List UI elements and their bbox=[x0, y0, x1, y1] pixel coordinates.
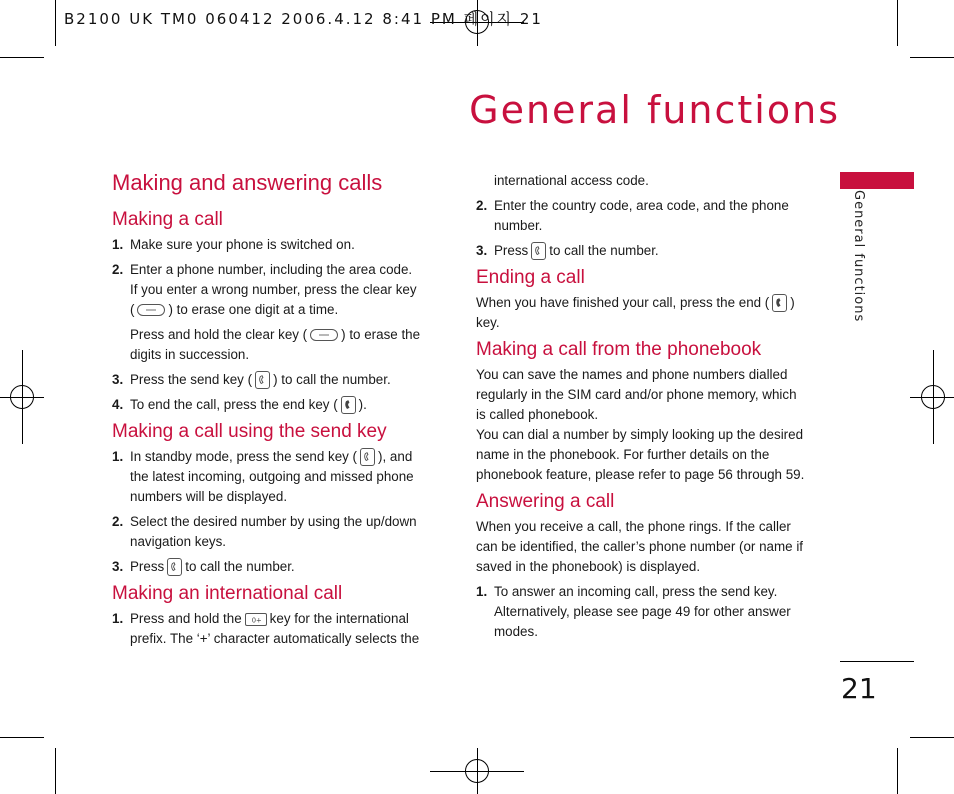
page-number: 21 bbox=[841, 672, 877, 705]
send-key-icon bbox=[360, 448, 375, 466]
clear-key-icon bbox=[137, 304, 165, 316]
side-label bbox=[818, 190, 878, 323]
left-column bbox=[112, 168, 430, 654]
crop-mark bbox=[0, 57, 44, 58]
svg-text:0+: 0+ bbox=[251, 616, 262, 625]
step-item bbox=[112, 447, 430, 507]
heading-international-call: Making an international call bbox=[112, 583, 343, 604]
step-text: To end the call, press the end key ( bbox=[130, 397, 338, 412]
crop-mark bbox=[910, 737, 954, 738]
step-number: 1. bbox=[112, 611, 124, 626]
send-key-icon bbox=[531, 242, 546, 260]
step-text: Make sure your phone is switched on. bbox=[130, 237, 355, 252]
crop-mark bbox=[0, 737, 44, 738]
step-item bbox=[112, 395, 430, 415]
step-text: Select the desired number by using the up/down navigation keys. bbox=[130, 514, 417, 549]
step-text: key for the international prefix. The ‘+’ character automatically selects the bbox=[130, 611, 420, 646]
step-text: In standby mode, press the send key ( bbox=[130, 449, 358, 464]
step-number: 3. bbox=[112, 372, 124, 387]
step-number: 1. bbox=[476, 584, 488, 599]
crop-mark bbox=[897, 0, 898, 46]
step-text: Press and hold the bbox=[130, 611, 242, 626]
step-text: ) to call the number. bbox=[273, 372, 391, 387]
step-text: ). bbox=[358, 397, 367, 412]
heading-ending-call: Ending a call bbox=[476, 267, 585, 288]
paragraph: You can save the names and phone numbers dialled regularly in the SIM card and/or phone memory, which is called phonebook. bbox=[476, 367, 797, 422]
zero-key-icon bbox=[245, 613, 267, 626]
step-text: ) to erase one digit at a time. bbox=[168, 302, 339, 317]
paragraph: You can dial a number by simply looking up the desired name in the phonebook. For further details on the phonebook feature, please refer to page 56 through 59. bbox=[476, 427, 805, 482]
page-number-rule bbox=[840, 661, 914, 662]
step-item bbox=[112, 609, 430, 649]
step-text: Enter a phone number, including the area code. bbox=[130, 262, 413, 277]
step-text: Enter the country code, area code, and the phone number. bbox=[494, 198, 789, 233]
paragraph-text: When you have finished your call, press the end ( bbox=[476, 295, 770, 310]
step-item bbox=[112, 235, 430, 255]
step-text: Press the send key ( bbox=[130, 372, 253, 387]
paragraph bbox=[476, 293, 806, 333]
step-text: ( bbox=[130, 302, 135, 317]
step-text: To answer an incoming call, press the send key. Alternatively, please see page 49 for other answer modes. bbox=[494, 584, 791, 639]
page-title: General functions bbox=[469, 88, 840, 132]
crop-mark bbox=[910, 57, 954, 58]
step-text: ), and the latest incoming, outgoing and missed phone numbers will be displayed. bbox=[130, 449, 414, 504]
continued-text: international access code. bbox=[494, 173, 649, 188]
paragraph-text: ) key. bbox=[476, 295, 795, 330]
step-number: 1. bbox=[112, 449, 124, 464]
step-text: If you enter a wrong number, press the clear key bbox=[130, 282, 417, 297]
heading-making-a-call: Making a call bbox=[112, 209, 223, 230]
heading-answering-call: Answering a call bbox=[476, 491, 615, 512]
crop-mark bbox=[55, 748, 56, 794]
step-item bbox=[476, 196, 806, 236]
end-key-icon bbox=[341, 396, 356, 414]
right-column bbox=[476, 171, 806, 647]
step-number: 2. bbox=[112, 514, 124, 529]
step-item bbox=[112, 557, 430, 577]
step-number: 3. bbox=[476, 243, 488, 258]
step-number: 2. bbox=[112, 262, 124, 277]
step-text: Press bbox=[130, 559, 165, 574]
step-number: 1. bbox=[112, 237, 124, 252]
heading-phonebook-call: Making a call from the phonebook bbox=[476, 339, 762, 360]
end-key-icon bbox=[772, 294, 787, 312]
step-number: 2. bbox=[476, 198, 488, 213]
paragraph: When you receive a call, the phone rings. If the caller can be identified, the caller’s phone number (or name if saved in the phonebook) is displayed. bbox=[476, 519, 804, 574]
step-text: Press bbox=[494, 243, 529, 258]
send-key-icon bbox=[255, 371, 270, 389]
crop-mark bbox=[897, 748, 898, 794]
side-label-text: General functions bbox=[851, 190, 866, 323]
clear-key-icon bbox=[310, 329, 338, 341]
step-text: to call the number. bbox=[185, 559, 295, 574]
step-number: 3. bbox=[112, 559, 124, 574]
step-text: to call the number. bbox=[549, 243, 659, 258]
section-title: Making and answering calls bbox=[112, 170, 383, 195]
step-item bbox=[476, 241, 806, 261]
step-text: Press and hold the clear key ( bbox=[130, 327, 308, 342]
step-item bbox=[476, 582, 806, 642]
step-item bbox=[112, 512, 430, 552]
send-key-icon bbox=[167, 558, 182, 576]
step-item bbox=[112, 370, 430, 390]
heading-send-key: Making a call using the send key bbox=[112, 421, 387, 442]
step-item bbox=[112, 260, 430, 365]
print-header: B2100 UK TM0 060412 2006.4.12 8:41 PM 페이지 21 bbox=[64, 10, 543, 28]
step-text: ) to erase the digits in succession. bbox=[130, 327, 421, 362]
step-number: 4. bbox=[112, 397, 124, 412]
crop-mark bbox=[55, 0, 56, 46]
side-tab bbox=[840, 172, 914, 189]
